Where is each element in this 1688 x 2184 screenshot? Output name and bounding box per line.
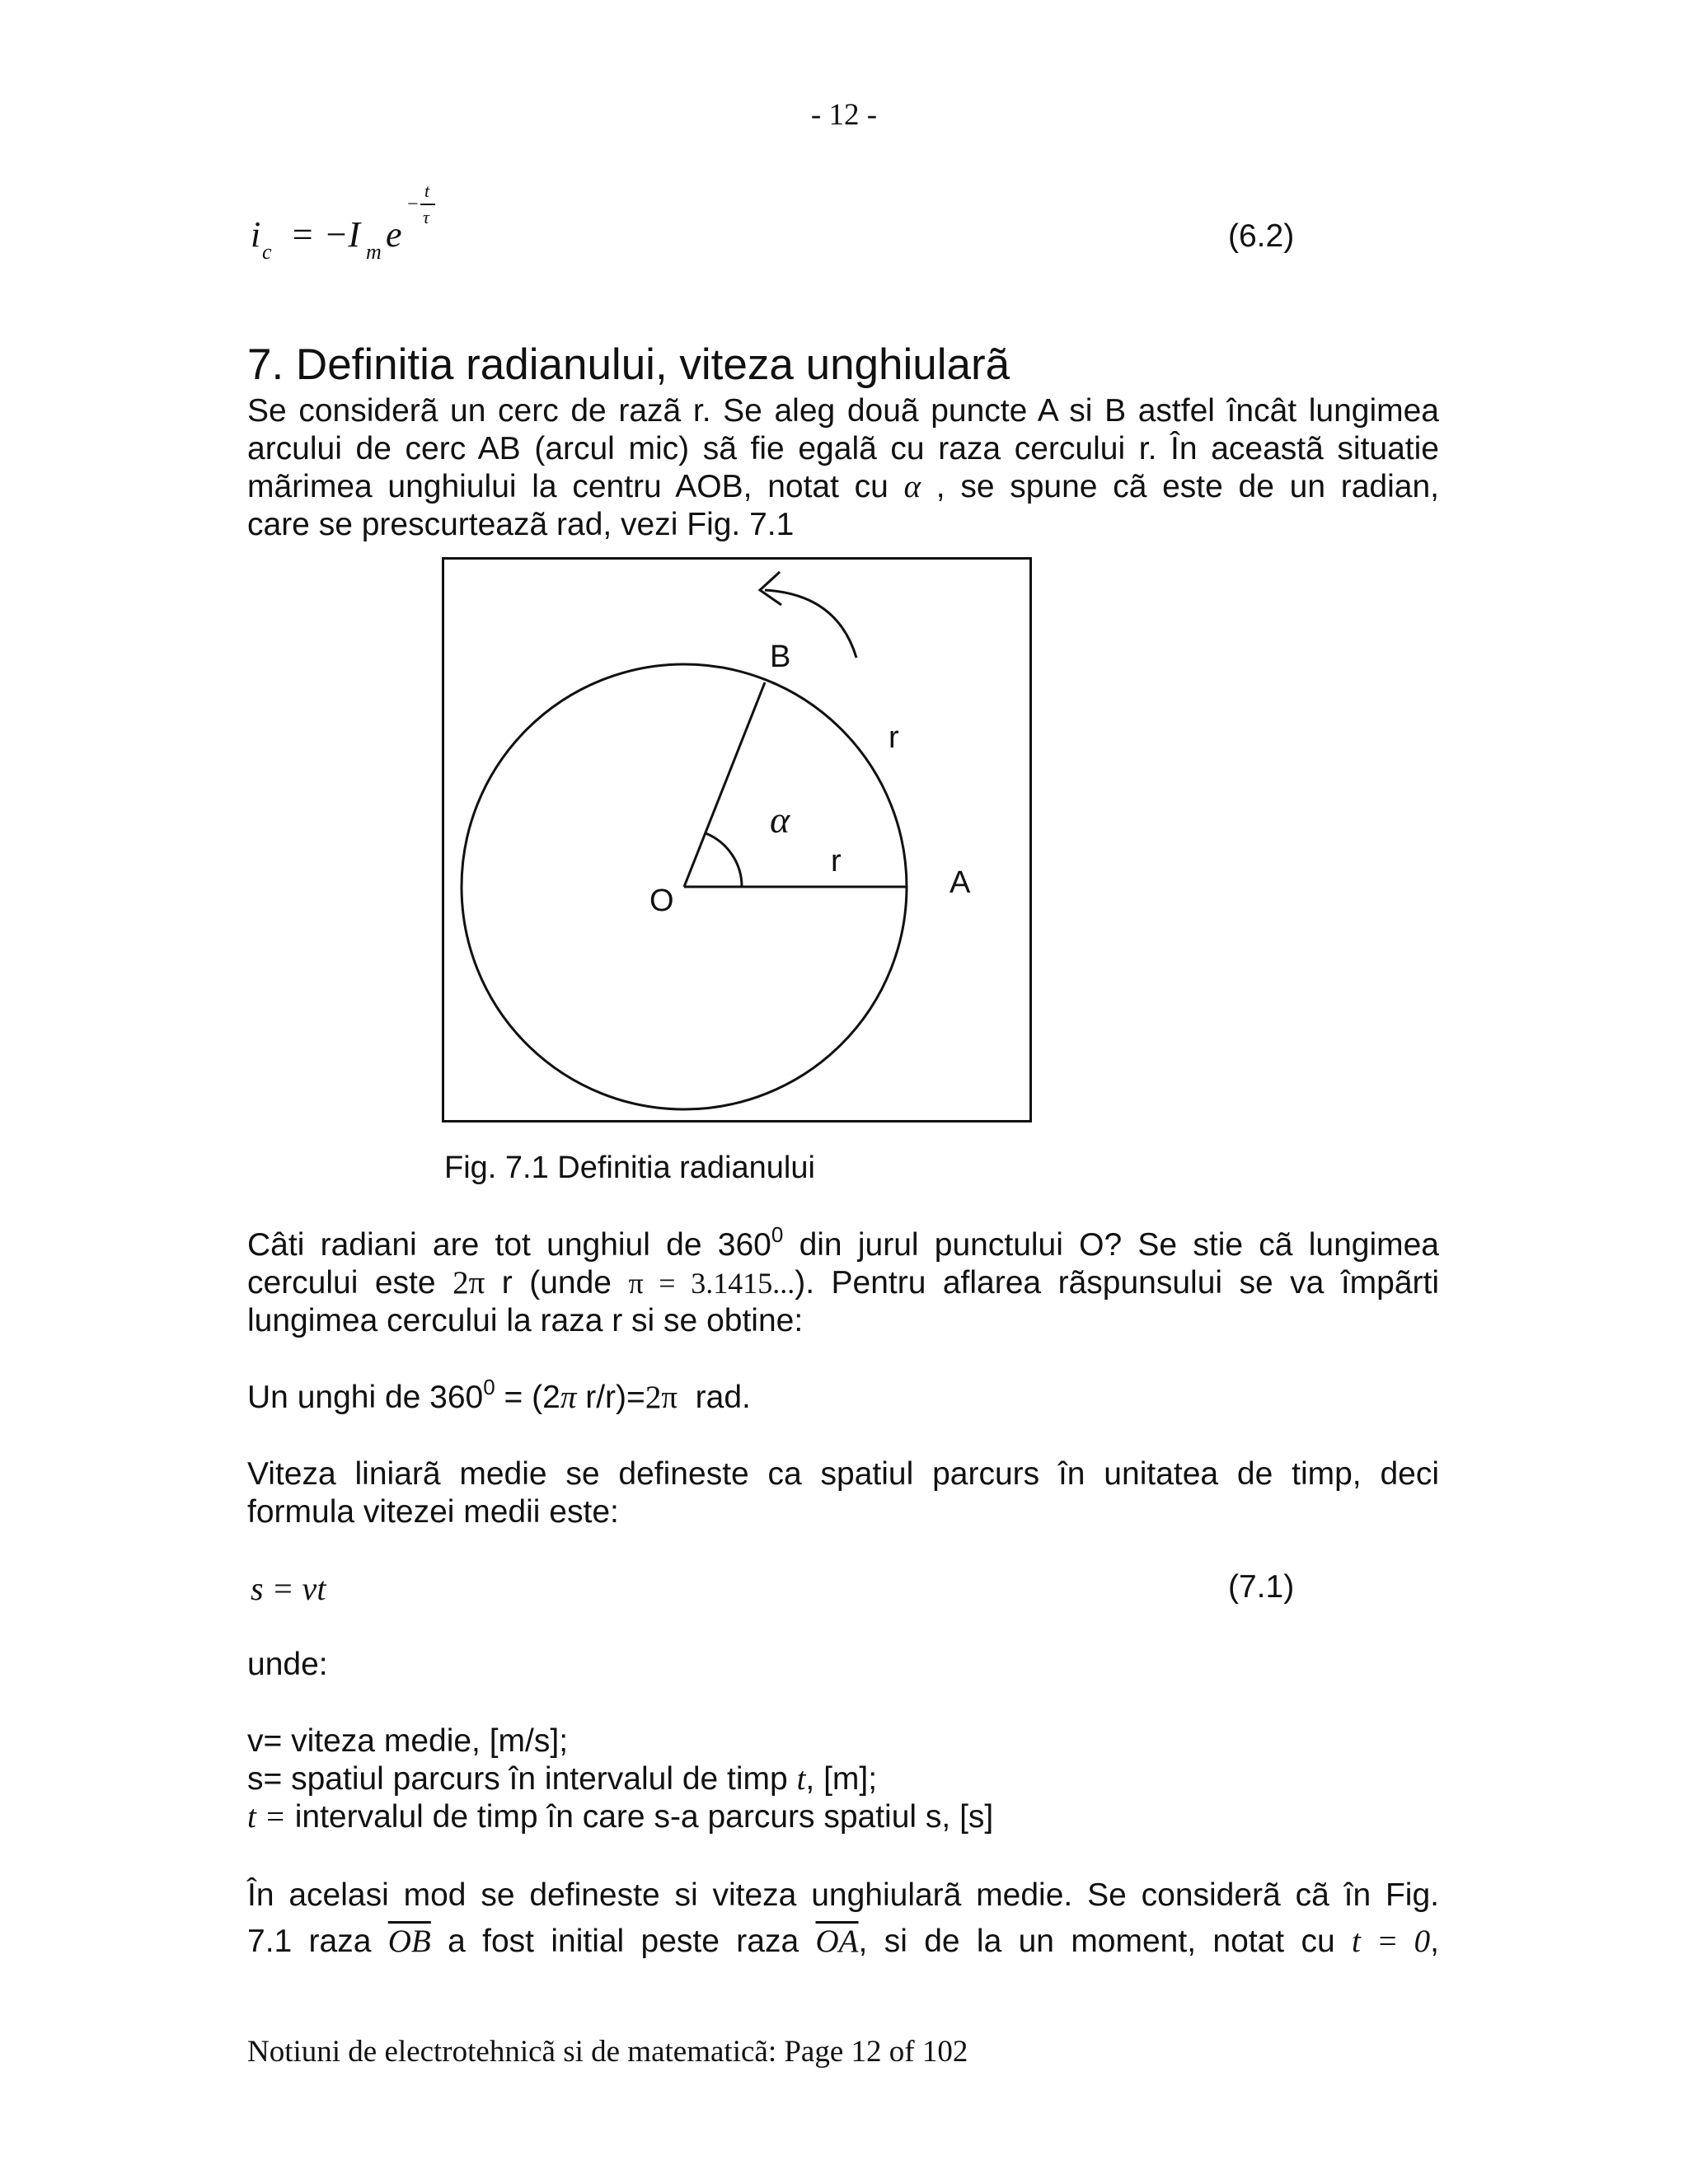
p3-a: Un unghi de 360 — [247, 1380, 484, 1415]
t-equals-zero: t = 0 — [1352, 1924, 1431, 1959]
def-s-a: s= spatiul parcurs în intervalul de timp — [247, 1761, 788, 1797]
page-footer: Notiuni de electrotehnicã si de matematicã: Page 12 of 102 — [247, 2035, 968, 2069]
paragraph-linear-velocity — [247, 1455, 1439, 1531]
figure-7-1-diagram — [442, 557, 1032, 1122]
point-a-label: A — [950, 865, 971, 900]
p1-line-2: arcului de cerc AB (arcul mic) sã fie egalã cu raza cercului r. În aceastã situatie — [247, 431, 1439, 466]
eq-6-2-exp-minus: − — [407, 194, 419, 215]
eq-6-2-lhs: i — [251, 214, 261, 255]
paragraph-angular-velocity — [247, 1872, 1439, 1965]
eq-6-2-lhs-sub: c — [262, 240, 272, 264]
radius-ob — [684, 682, 765, 887]
paragraph-full-angle — [247, 1222, 1440, 1340]
rotation-arrow-head — [760, 572, 781, 605]
def-t — [247, 1798, 1439, 1836]
p3-line-1 — [247, 1375, 1439, 1417]
def-t-sym: t = — [247, 1799, 286, 1835]
segment-oa: $\overline{OA}$ — [815, 1924, 859, 1959]
p2-line-3: lungimea cercului la raza r si se obtine: — [247, 1303, 804, 1338]
p3-d: rad. — [678, 1380, 751, 1415]
degree-superscript: 0 — [771, 1222, 784, 1247]
eq-6-2-rhs: = −I — [290, 214, 361, 255]
two-pi-symbol: 2π — [452, 1265, 485, 1301]
p2-line-2a: cercului este — [247, 1265, 436, 1301]
def-s-t: t — [796, 1761, 806, 1797]
pi-value: π = 3.1415... — [628, 1267, 795, 1300]
def-v: v= viteza medie, [m/s]; — [247, 1723, 569, 1759]
p4-line-1: Viteza liniarã medie se defineste ca spatiul parcurs în unitatea de timp, deci — [247, 1456, 1439, 1492]
p5-line-2a: 7.1 raza — [247, 1924, 372, 1959]
p2-line-2c: ). Pentru aflarea rãspunsului se va împãrti — [795, 1265, 1440, 1301]
def-s-b: , [m]; — [805, 1761, 878, 1797]
p1-line-3b: , se spune cã este de un radian, — [935, 469, 1439, 504]
p3-c: r/r)= — [576, 1380, 645, 1415]
p2-line-1b: din jurul punctului O? Se stie cã lungimea — [783, 1227, 1439, 1263]
p1-line-4: care se prescurteazã rad, vezi Fig. 7.1 — [247, 507, 795, 542]
p2-line-1a: Câti radiani are tot unghiul de 360 — [247, 1227, 771, 1263]
equation-6-2 — [247, 177, 1319, 268]
p2-line-2 — [247, 1264, 1439, 1302]
alpha-symbol: α — [903, 469, 921, 504]
arc-r-label: r — [889, 720, 899, 755]
section-title: 7. Definitia radianului, viteza unghiularã — [247, 340, 1010, 389]
def-t-b: intervalul de timp în care s-a parcurs spatiul s, [s] — [285, 1799, 994, 1835]
equation-7-1: s = vt — [251, 1570, 326, 1607]
eq-6-2-exp-num: t — [424, 180, 430, 201]
eq-6-2-number: (6.2) — [1228, 218, 1295, 254]
p3-b: = (2 — [495, 1380, 560, 1415]
equation-7-1-number: (7.1) — [1228, 1569, 1295, 1605]
definitions-list — [247, 1722, 1439, 1836]
p3-degree-superscript: 0 — [483, 1375, 495, 1399]
point-b-label: B — [770, 640, 791, 674]
p3-pi: π — [560, 1380, 577, 1415]
figure-7-1 — [442, 557, 1032, 1122]
p3-two-pi: 2π — [645, 1380, 678, 1415]
eq-6-2-exp-den: τ — [423, 207, 429, 227]
eq-6-2-fraction-bar — [420, 204, 435, 205]
p2-line-1 — [247, 1222, 1439, 1264]
p5-line-1: În acelasi mod se defineste si viteza unghiularã medie. Se considerã cã în Fig. — [247, 1877, 1439, 1913]
p1-line-1: Se considerã un cerc de razã r. Se aleg douã puncte A si B astfel încât lungimea — [247, 393, 1439, 429]
p5-line-2d: , — [1430, 1924, 1440, 1959]
eq-6-2-rhs-sub: m — [366, 240, 382, 264]
p2-line-2b: r (unde — [501, 1265, 612, 1301]
alpha-label: α — [770, 799, 790, 841]
p4-line-2: formula vitezei medii este: — [247, 1494, 619, 1530]
p5-line-2b: a fost initial peste raza — [448, 1924, 799, 1959]
angle-arc — [706, 833, 742, 887]
paragraph-radian-definition — [247, 392, 1439, 544]
p1-line-3a: mãrimea unghiului la centru AOB, notat cu — [247, 469, 889, 504]
page-number: - 12 - — [810, 98, 878, 132]
point-o-label: O — [649, 883, 674, 918]
figure-caption: Fig. 7.1 Definitia radianului — [444, 1151, 815, 1185]
figure-frame — [443, 559, 1031, 1122]
p5-line-2 — [247, 1919, 1439, 1965]
radius-r-label: r — [831, 844, 842, 879]
segment-ob: $\overline{OB}$ — [387, 1924, 431, 1959]
paragraph-full-angle-result — [247, 1375, 1439, 1417]
p1-line-3 — [247, 468, 1439, 506]
p5-line-2c: , si de la un moment, notat cu — [858, 1924, 1335, 1959]
unde-label: unde: — [247, 1647, 328, 1682]
eq-6-2-base: e — [386, 214, 402, 255]
def-s — [247, 1760, 1439, 1798]
